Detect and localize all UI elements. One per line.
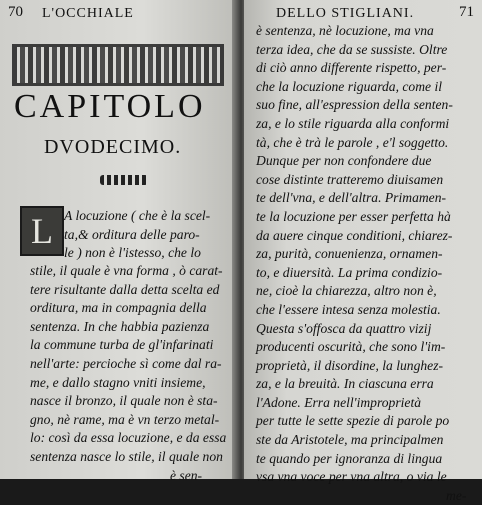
text-line: terza idea, che da se sussiste. Oltre [256,41,448,57]
text-line: A locuzione ( che è la scel- [64,208,211,223]
text-line: me, e dallo stagno vniti insieme, [30,374,206,390]
catchword: è sen- [170,467,203,483]
text-line: sentenza. In che habbia pazienza [30,318,210,334]
text-line: za, purità, conuenienza, ornamen- [256,246,443,262]
page-number: 70 [8,4,23,20]
text-line: ste da Aristotele, ma principalmen [256,432,444,448]
text-line: la commune turba de gl'infarinati [30,337,214,353]
text-line: ne, cioè la chiarezza, altro non è, [256,283,437,299]
text-line: za, e la breuità. In ciascuna erra [256,376,434,392]
catchword: me- [446,487,467,503]
text-line: vsa vna voce per vna altra, o via le [256,469,447,485]
text-line: to, e diuersità. La prima condizio- [256,264,443,280]
text-line: suo fine, all'espression della senten- [256,97,453,113]
running-head: DELLO STIGLIANI. [276,6,415,21]
text-line: da auere cinque conditioni, chiarez- [256,227,453,243]
text-line: za, e lo stile riguarda alla conformi [256,115,450,131]
left-page [0,0,238,483]
text-line: proprietà, il disordine, la lunghez- [256,357,444,373]
body-text [30,262,234,485]
text-line: tà, che è trà le parole , e'l soggetto. [256,134,449,150]
text-line: le ) non è l'istesso, che lo [64,245,201,261]
text-line: nell'arte: percioche sì come dal ra- [30,355,222,371]
text-line: te quando per ignoranza di lingua [256,450,443,466]
text-line: è sentenza, nè locuzione, ma vna [256,23,434,38]
text-line: lo: così da essa locuzione, e da essa [30,430,227,446]
text-line: che l'essere intesa senza molestia. [256,301,441,317]
text-line: Dunque per non confondere due [256,153,432,169]
text-line: cose distinte tratteremo diuisamen [256,171,444,187]
text-line: gno, nè rame, ma è vn terzo metal- [30,411,220,427]
text-line: che la locuzione riguarda, come il [256,78,442,94]
text-line: l'Adone. Erra nell'improprietà [256,394,422,410]
running-head: L'OCCHIALE [42,6,134,21]
chapter-title: CAPITOLO [14,88,206,125]
text-line: tere risultante dalla detta scelta ed [30,281,220,297]
text-line: te la locuzione per esser perfetta hà [256,208,451,224]
page-number: 71 [459,4,474,20]
right-page [244,0,482,503]
text-beside-drop-cap [64,207,234,263]
body-text [256,22,476,505]
drop-cap: L [20,206,64,256]
text-line: nasce il bronzo, il quale non è sta- [30,393,218,409]
text-line: di ciò anno differente rispetto, per- [256,60,447,76]
text-line: stile, il quale è vna forma , ò carat- [30,263,223,278]
ornamental-headband [12,44,224,86]
text-line: te dell'vna, e dell'altra. Primamen- [256,190,447,206]
text-line: per tutte le sette spezie di parole po [256,413,450,429]
text-line: Questa s'offosca da quattro vizij [256,320,432,336]
text-line: sentenza nasce lo stile, il quale non [30,448,223,464]
chapter-subtitle: DVODECIMO. [44,136,182,158]
text-line: orditura, ma in compagnia della [30,300,207,316]
fleuron-ornament [100,175,148,185]
text-line: ta,& orditura delle paro- [64,226,200,242]
text-line: producenti oscurità, che sono l'im- [256,339,446,355]
